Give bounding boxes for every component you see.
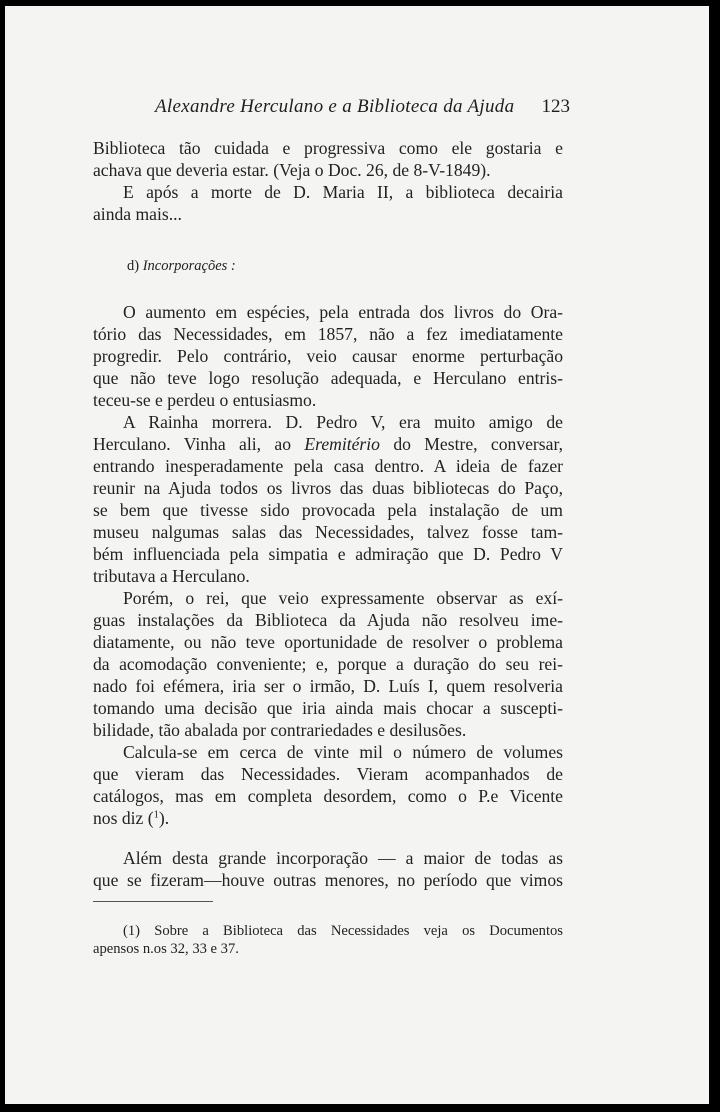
paragraph-1: [93, 137, 563, 181]
page-number: 123: [541, 96, 570, 117]
text-line: da acomodação conveniente; e, porque a duração do seu rei-: [93, 654, 563, 674]
footnote-divider: [93, 901, 213, 902]
text-line: Além desta grande incorporação — a maior de todas as: [123, 848, 563, 868]
footnote-reference: 1: [153, 809, 159, 821]
section-title: Incorporações :: [142, 258, 236, 274]
text-run: nos diz (: [93, 808, 154, 828]
text-line: E após a morte de D. Maria II, a biblioteca decairia: [123, 182, 563, 202]
text-line: bém influenciada pela simpatia e admiração que D. Pedro V: [93, 544, 563, 564]
text-line: guas instalações da Biblioteca da Ajuda não resolveu ime-: [93, 610, 563, 630]
text-line: [93, 807, 563, 829]
text-line: museu nalgumas salas das Necessidades, talvez fosse tam-: [93, 522, 563, 542]
text-line: bilidade, tão abalada por contrariedades e desilusões.: [93, 720, 467, 740]
paragraph-4: [93, 411, 563, 587]
section-letter: d): [127, 258, 140, 274]
text-line: se bem que tivesse sido provocada pela instalação de um: [93, 500, 563, 520]
page-body: [93, 137, 563, 958]
text-line: Porém, o rei, que veio expressamente observar as exí-: [123, 588, 563, 608]
text-line: Biblioteca tão cuidada e progressiva como ele gostaria e: [93, 138, 563, 158]
section-heading: [93, 255, 563, 277]
paragraph-5: [93, 587, 563, 741]
running-header: [145, 96, 570, 124]
text-line: diatamente, ou não teve oportunidade de resolver o problema: [93, 632, 563, 652]
text-line: que vieram das Necessidades. Vieram acompanhados de: [93, 764, 563, 784]
text-line: tomando uma decisão que iria ainda mais chocar a suscepti-: [93, 698, 563, 718]
running-title: Alexandre Herculano e a Biblioteca da Ajuda: [155, 96, 515, 117]
text-run: Sobre a Biblioteca das Necessidades veja os Documentos: [154, 923, 563, 939]
text-line: catálogos, mas em completa desordem, como o P.e Vicente: [93, 786, 563, 806]
text-line: O aumento em espécies, pela entrada dos livros do Ora-: [123, 302, 563, 322]
text-run: do Mestre, conversar,: [393, 434, 563, 454]
paragraph-3: [93, 301, 563, 411]
book-page: [5, 6, 709, 1104]
text-line: tributava a Herculano.: [93, 566, 250, 586]
text-line: tório das Necessidades, em 1857, não a fez imediatamente: [93, 324, 563, 344]
emphasis-eremiterio: Eremitério: [304, 434, 380, 454]
paragraph-7: [93, 847, 563, 891]
text-line: nado foi efémera, iria ser o irmão, D. Luís I, quem resolveria: [93, 676, 563, 696]
paragraph-6: [93, 741, 563, 829]
text-line: Calcula-se em cerca de vinte mil o número de volumes: [123, 742, 563, 762]
text-run: Herculano. Vinha ali, ao: [93, 434, 291, 454]
text-line: ainda mais...: [93, 204, 182, 224]
text-line: que se fizeram—houve outras menores, no período que vimos: [93, 870, 563, 890]
text-line: que não teve logo resolução adequada, e Herculano entris-: [93, 368, 563, 388]
text-line: [93, 433, 563, 455]
footnote: [93, 922, 563, 958]
paragraph-2: [93, 181, 563, 225]
footnote-line: [93, 922, 563, 940]
text-line: achava que deveria estar. (Veja o Doc. 26, de 8-V-1849).: [93, 160, 491, 180]
text-line: reunir na Ajuda todos os livros das duas bibliotecas do Paço,: [93, 478, 563, 498]
text-line: A Rainha morrera. D. Pedro V, era muito amigo de: [123, 412, 563, 432]
text-line: progredir. Pelo contrário, veio causar enorme perturbação: [93, 346, 563, 366]
footnote-marker: (1): [123, 923, 141, 939]
text-run: ).: [158, 808, 170, 828]
footnote-line: apensos n.os 32, 33 e 37.: [93, 941, 239, 957]
text-line: teceu-se e perdeu o entusiasmo.: [93, 390, 317, 410]
text-line: entrando inesperadamente pela casa dentro. A ideia de fazer: [93, 456, 563, 476]
